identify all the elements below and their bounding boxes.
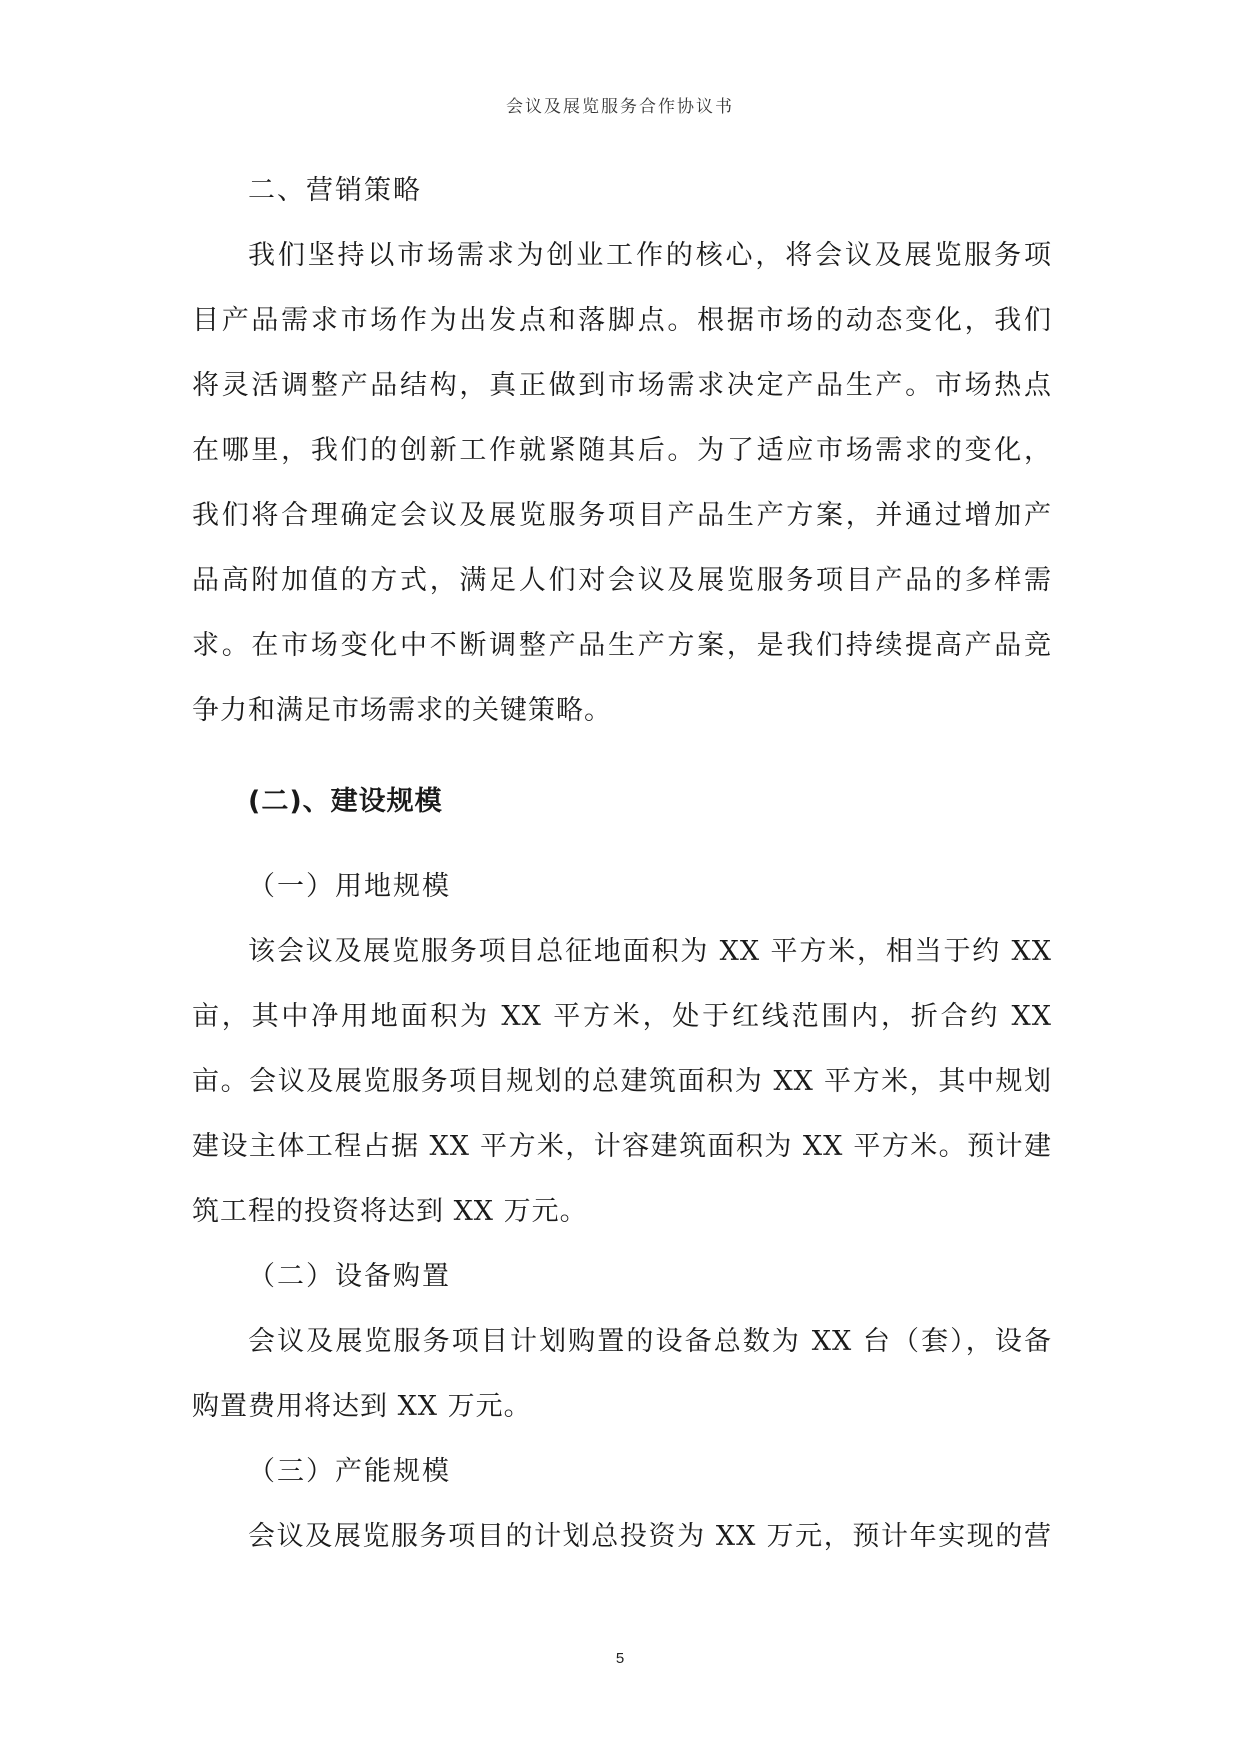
paragraph-line: 争力和满足市场需求的关键策略。 <box>192 695 612 726</box>
paragraph-line: 我们坚持以市场需求为创业工作的核心，将会议及展览服务项 <box>248 240 1052 271</box>
running-header: 会议及展览服务合作协议书 <box>506 97 734 117</box>
paragraph-line: 购置费用将达到 XX 万元。 <box>192 1391 532 1422</box>
paragraph-line: 我们将合理确定会议及展览服务项目产品生产方案，并通过增加产 <box>192 500 1052 531</box>
marketing-paragraph <box>192 223 1052 743</box>
paragraph-line: 在哪里，我们的创新工作就紧随其后。为了适应市场需求的变化， <box>192 435 1052 466</box>
page-body <box>192 158 1052 1569</box>
land-scale-heading: （一）用地规模 <box>248 871 451 902</box>
page-number: 5 <box>615 1650 625 1667</box>
paragraph-line: 建设主体工程占据 XX 平方米，计容建筑面积为 XX 平方米。预计建 <box>192 1131 1052 1162</box>
paragraph-line: 会议及展览服务项目计划购置的设备总数为 XX 台（套），设备 <box>248 1326 1052 1357</box>
paragraph-line: 品高附加值的方式，满足人们对会议及展览服务项目产品的多样需 <box>192 565 1052 596</box>
paragraph-line: 求。在市场变化中不断调整产品生产方案，是我们持续提高产品竞 <box>192 630 1052 661</box>
marketing-heading: 二、营销策略 <box>248 175 422 206</box>
capacity-paragraph <box>192 1504 1052 1569</box>
capacity-heading: （三）产能规模 <box>248 1456 451 1487</box>
paragraph-line: 筑工程的投资将达到 XX 万元。 <box>192 1196 588 1227</box>
paragraph-line: 会议及展览服务项目的计划总投资为 XX 万元，预计年实现的营 <box>248 1521 1052 1552</box>
paragraph-line: 将灵活调整产品结构，真正做到市场需求决定产品生产。市场热点 <box>192 370 1052 401</box>
construction-scale-heading: (二)、建设规模 <box>248 786 443 817</box>
equipment-heading: （二）设备购置 <box>248 1261 451 1292</box>
paragraph-line: 亩。会议及展览服务项目规划的总建筑面积为 XX 平方米，其中规划 <box>192 1066 1052 1097</box>
paragraph-line: 亩，其中净用地面积为 XX 平方米，处于红线范围内，折合约 XX <box>192 1001 1052 1032</box>
equipment-paragraph <box>192 1309 1052 1439</box>
paragraph-line: 目产品需求市场作为出发点和落脚点。根据市场的动态变化，我们 <box>192 305 1052 336</box>
paragraph-line: 该会议及展览服务项目总征地面积为 XX 平方米，相当于约 XX <box>248 936 1052 967</box>
land-scale-paragraph <box>192 919 1052 1244</box>
header-rule <box>190 124 1050 125</box>
